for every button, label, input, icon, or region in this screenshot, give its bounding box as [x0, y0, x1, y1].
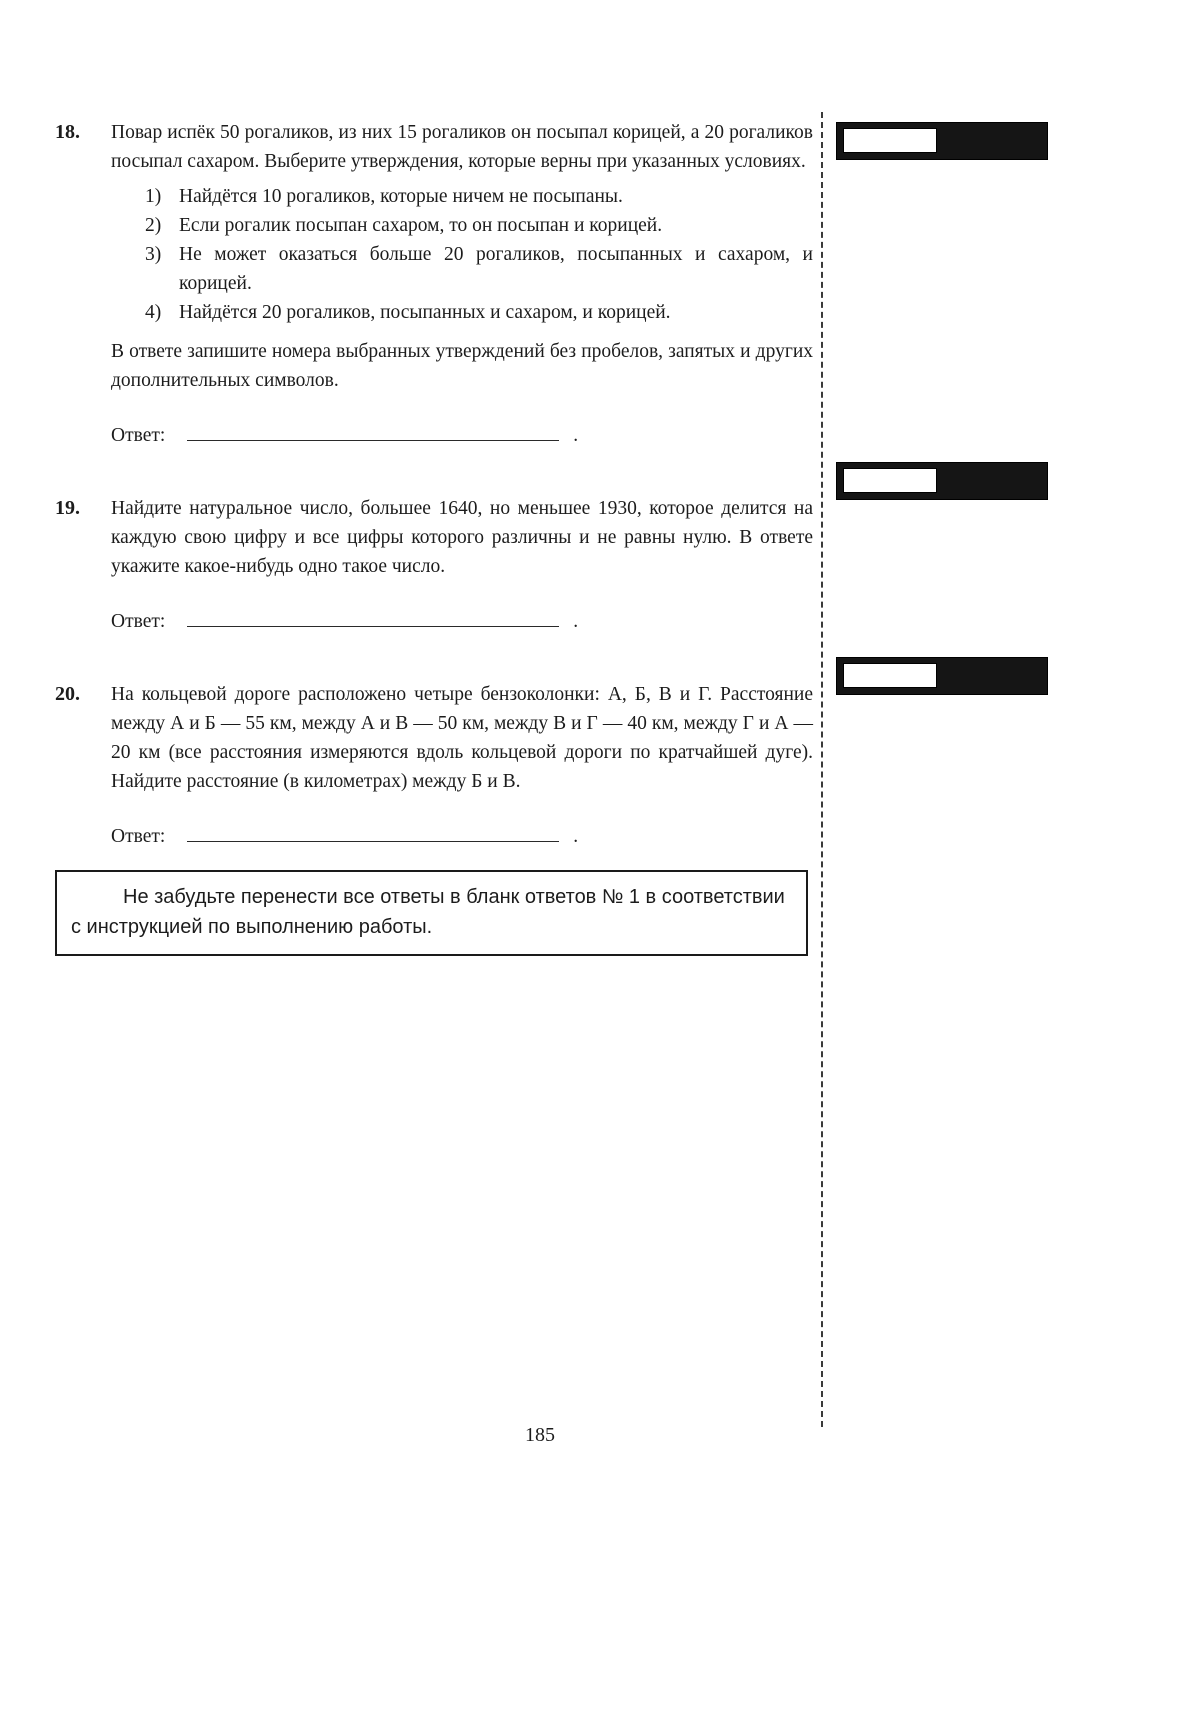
problem-18-number: 18. [55, 121, 80, 143]
option-4-text: Найдётся 20 рогаликов, посыпанных и сахаром, и корицей. [179, 302, 671, 323]
problem-18-options [111, 182, 813, 327]
option-1-text: Найдётся 10 рогаликов, которые ничем не посыпаны. [179, 186, 623, 207]
problem-20-number: 20. [55, 683, 80, 705]
problem-19-number: 19. [55, 497, 80, 519]
option-2-number: 2) [145, 215, 162, 236]
option-3-number: 3) [145, 244, 162, 265]
answer-blank-line [187, 608, 559, 628]
option-3 [145, 240, 813, 298]
option-2 [145, 211, 813, 240]
reminder-note-box [55, 870, 808, 956]
problem-19 [55, 494, 813, 636]
answer-period: . [573, 425, 579, 446]
problem-20 [55, 680, 813, 851]
page-number: 185 [525, 1424, 555, 1446]
reminder-note-text: Не забудьте перенести все ответы в бланк ответов № 1 в соответствии с инструкцией по выполнению работы. [71, 886, 785, 938]
problem-18-outro: В ответе запишите номера выбранных утверждений без пробелов, запятых и других дополнительных символов. [111, 341, 813, 391]
option-4 [145, 298, 813, 327]
option-3-text: Не может оказаться больше 20 рогаликов, посыпанных и сахаром, и корицей. [179, 244, 813, 294]
answer-marker-block-2 [836, 462, 1048, 500]
problem-18-intro: Повар испёк 50 рогаликов, из них 15 рогаликов он посыпал корицей, а 20 рогаликов посыпал сахаром. Выберите утверждения, которые верны при указанных условиях. [111, 122, 813, 172]
problem-18-answer-row [111, 421, 813, 450]
problem-20-answer-row [111, 822, 813, 851]
answer-period: . [573, 611, 579, 632]
marker-white-field [843, 468, 937, 493]
problem-20-intro: На кольцевой дороге расположено четыре бензоколонки: А, Б, В и Г. Расстояние между А и Б — 55 км, между А и В — 50 км, между В и Г — 40 км, между Г и А — 20 км (все расстояния измеряются вдоль кольцевой дороги по кратчайшей дуге). Найдите расстояние (в километрах) между Б и В. [111, 684, 813, 792]
answer-blank-line [187, 422, 559, 442]
option-2-text: Если рогалик посыпан сахаром, то он посыпан и корицей. [179, 215, 663, 236]
problem-20-body [111, 680, 813, 851]
answer-label: Ответ: [111, 826, 166, 847]
option-1 [145, 182, 813, 211]
problem-18-body [111, 118, 813, 450]
option-1-number: 1) [145, 186, 162, 207]
answer-label: Ответ: [111, 425, 166, 446]
problem-19-body [111, 494, 813, 636]
dashed-cut-line [821, 112, 823, 1427]
problem-19-answer-row [111, 607, 813, 636]
problem-18 [55, 118, 813, 450]
problem-19-intro: Найдите натуральное число, большее 1640, но меньшее 1930, которое делится на каждую свою цифру и все цифры которого различны и не равны нулю. В ответе укажите какое-нибудь одно такое число. [111, 498, 813, 577]
marker-white-field [843, 663, 937, 688]
marker-white-field [843, 128, 937, 153]
content-column [55, 118, 813, 895]
answer-period: . [573, 826, 579, 847]
answer-marker-block-3 [836, 657, 1048, 695]
answer-marker-block-1 [836, 122, 1048, 160]
answer-blank-line [187, 823, 559, 843]
answer-label: Ответ: [111, 611, 166, 632]
option-4-number: 4) [145, 302, 162, 323]
